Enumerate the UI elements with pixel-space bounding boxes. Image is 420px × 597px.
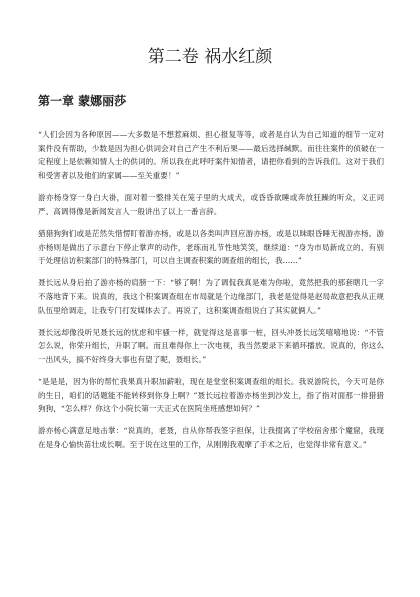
paragraph: 猎猎狗狗们或是茫然失惜愣盯着游亦杨，或是以各类叫声回应游亦杨，或是以昧眼昏睡无视游亦杨。游亦杨则是做出了示意台下停止掌声的动作，老练而礼节性地笑笑，继续道：“身为市局新成立的、有别于处理信访积案部门的特殊部门，可以自主调查积案的调查组的组长，我……” xyxy=(38,228,384,266)
paragraph: “人们会因为各种原因——大多数是不想惹麻烦、担心报复等等，或者是自认为自己知道的细节一定对案件没有帮助，少数是因为担心供词会对自己产生不利后果——最后选择缄默。而往往案件的侦破在一定程度上是依赖知情人士的供词的。所以我在此呼吁案件知情者，请把你看到的告诉我们。这对于我们和受害者以及他们的家属——至关重要！” xyxy=(38,130,384,181)
paragraph: 游亦杨身穿一身白大褂，面对着一整排关在笼子里的大成犬，或昏昏欲睡或奔放狂躁的听众，义正词严、高调得像是新闻发言人一般讲出了以上一番言辞。 xyxy=(38,193,384,216)
paragraph: 聂长远从身后拍了游亦杨的肩膀一下：“够了啊！为了调侃我真是难为你啦，竟然把我的那套瞎几一字不落地背下来。说真的，我这个积案调查组在市局就是个边缘部门，我老是觉得是赵局故意把我从正规队伍里给调走，让我专门打发媒体去了。再说了，这积案调查组说白了其实就俩人。” xyxy=(38,278,384,315)
paragraph: 聂长远却像没听见聂长远的忧虑和牢骚一样，就觉得这是喜事一桩，回头冲聂长远笑嘻嘻地说：“不管怎么说，你荣升组长，升职了啊。而且难得你上一次电视，我当然要录下来循环播放。说真的，你这么一出风头，搞不好终身大事也有望了呢，聂组长。” xyxy=(38,327,384,365)
volume-title: 第二卷 祸水红颜 xyxy=(147,47,273,67)
chapter-title: 第一章 蒙娜丽莎 xyxy=(38,94,127,108)
paragraph: “是是是，因为你的帮忙我果真升职加薪啦，现在是堂堂积案调查组的组长。我说游院长，今天可是你的生日，咱们的话题能不能转移到你身上啊？”聂长远拉着游亦杨坐到沙发上，指了指对面那一排猎猎狗狗，“怎么样？你这个小院长第一天正式在医院坐班感想如何？” xyxy=(38,377,384,414)
chapter-body xyxy=(38,128,384,460)
paragraph: 游亦杨心满意足地击掌：“说真的，老聂，自从你帮我签字担保，让我掇离了学校宿舍那个魔窟，我现在是身心愉快苗壮成长啊。至于说在这里的工作，从刚刚我观摩了手术之后，也觉得非常有意义。” xyxy=(38,426,384,450)
